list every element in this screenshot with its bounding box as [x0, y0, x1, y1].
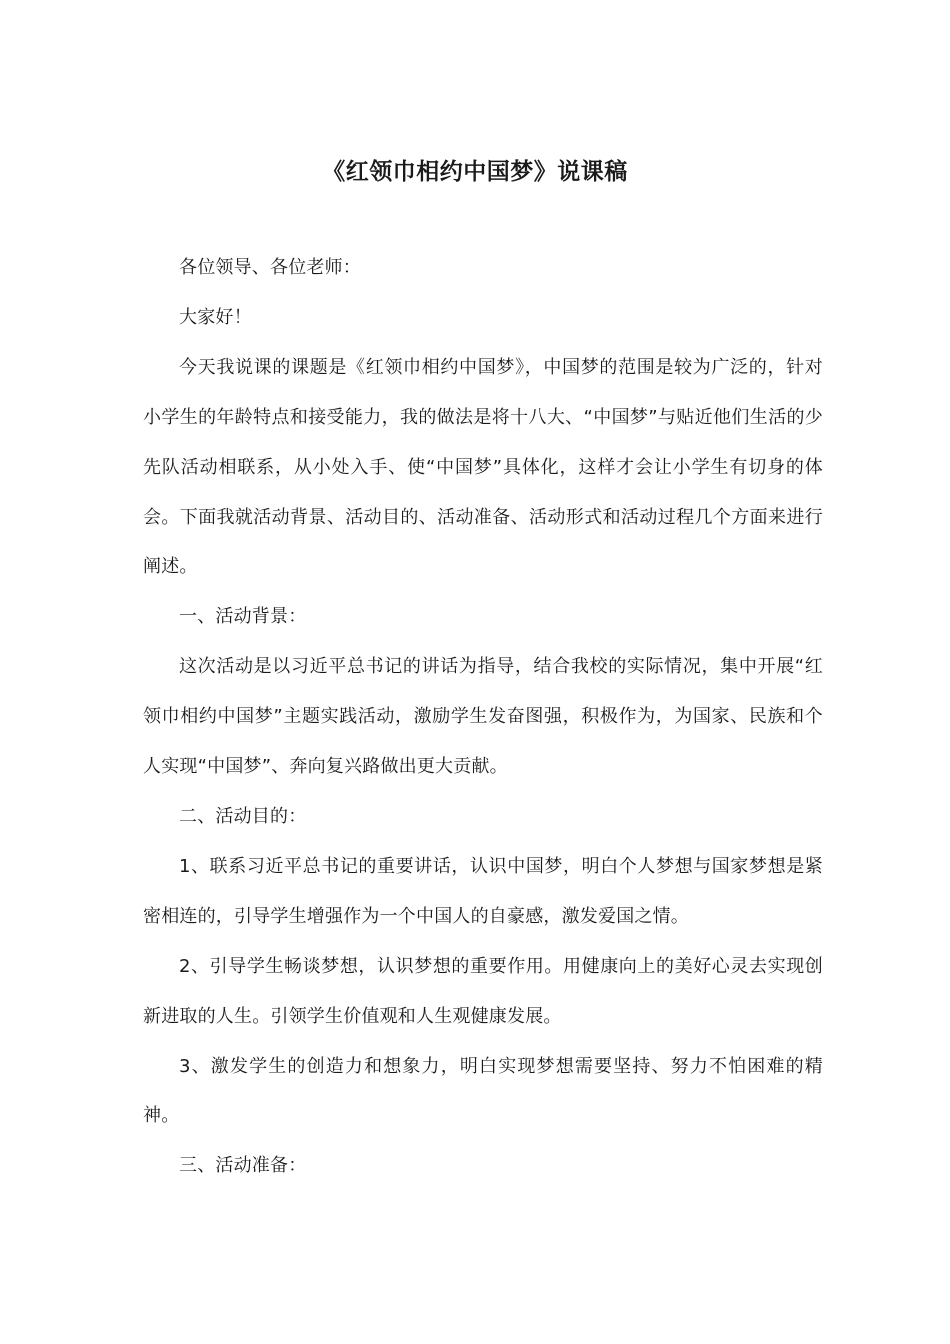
goal-item-3: 3、激发学生的创造力和想象力，明白实现梦想需要坚持、努力不怕困难的精神。 — [143, 1055, 823, 1127]
section-heading-goals: 二、活动目的： — [179, 805, 307, 827]
goal-item-1: 1、联系习近平总书记的重要讲话，认识中国梦，明白个人梦想与国家梦想是紧密相连的，引导学生增强作为一个中国人的自豪感，激发爱国之情。 — [143, 855, 823, 927]
goal-item-2: 2、引导学生畅谈梦想，认识梦想的重要作用。用健康向上的美好心灵去实现创新进取的人生。引领学生价值观和人生观健康发展。 — [143, 955, 823, 1027]
document-body — [143, 243, 823, 1191]
section-heading-background: 一、活动背景： — [179, 606, 307, 628]
intro-paragraph: 今天我说课的课题是《红领巾相约中国梦》，中国梦的范围是较为广泛的，针对小学生的年龄特点和接受能力，我的做法是将十八大、“中国梦”与贴近他们生活的少先队活动相联系，从小处入手、使“中国梦”具体化，这样才会让小学生有切身的体会。下面我就活动背景、活动目的、活动准备、活动形式和活动过程几个方面来进行阐述。 — [143, 356, 823, 578]
salutation-paragraph: 大家好！ — [179, 306, 252, 328]
background-paragraph: 这次活动是以习近平总书记的讲话为指导，结合我校的实际情况，集中开展“红领巾相约中国梦”主题实践活动，激励学生发奋图强，积极作为，为国家、民族和个人实现“中国梦”、奔向复兴路做出更大贡献。 — [143, 656, 823, 778]
greeting-paragraph: 各位领导、各位老师： — [179, 257, 361, 278]
document-title: 《红领巾相约中国梦》说课稿 — [322, 159, 628, 185]
section-heading-preparation: 三、活动准备： — [179, 1155, 307, 1177]
